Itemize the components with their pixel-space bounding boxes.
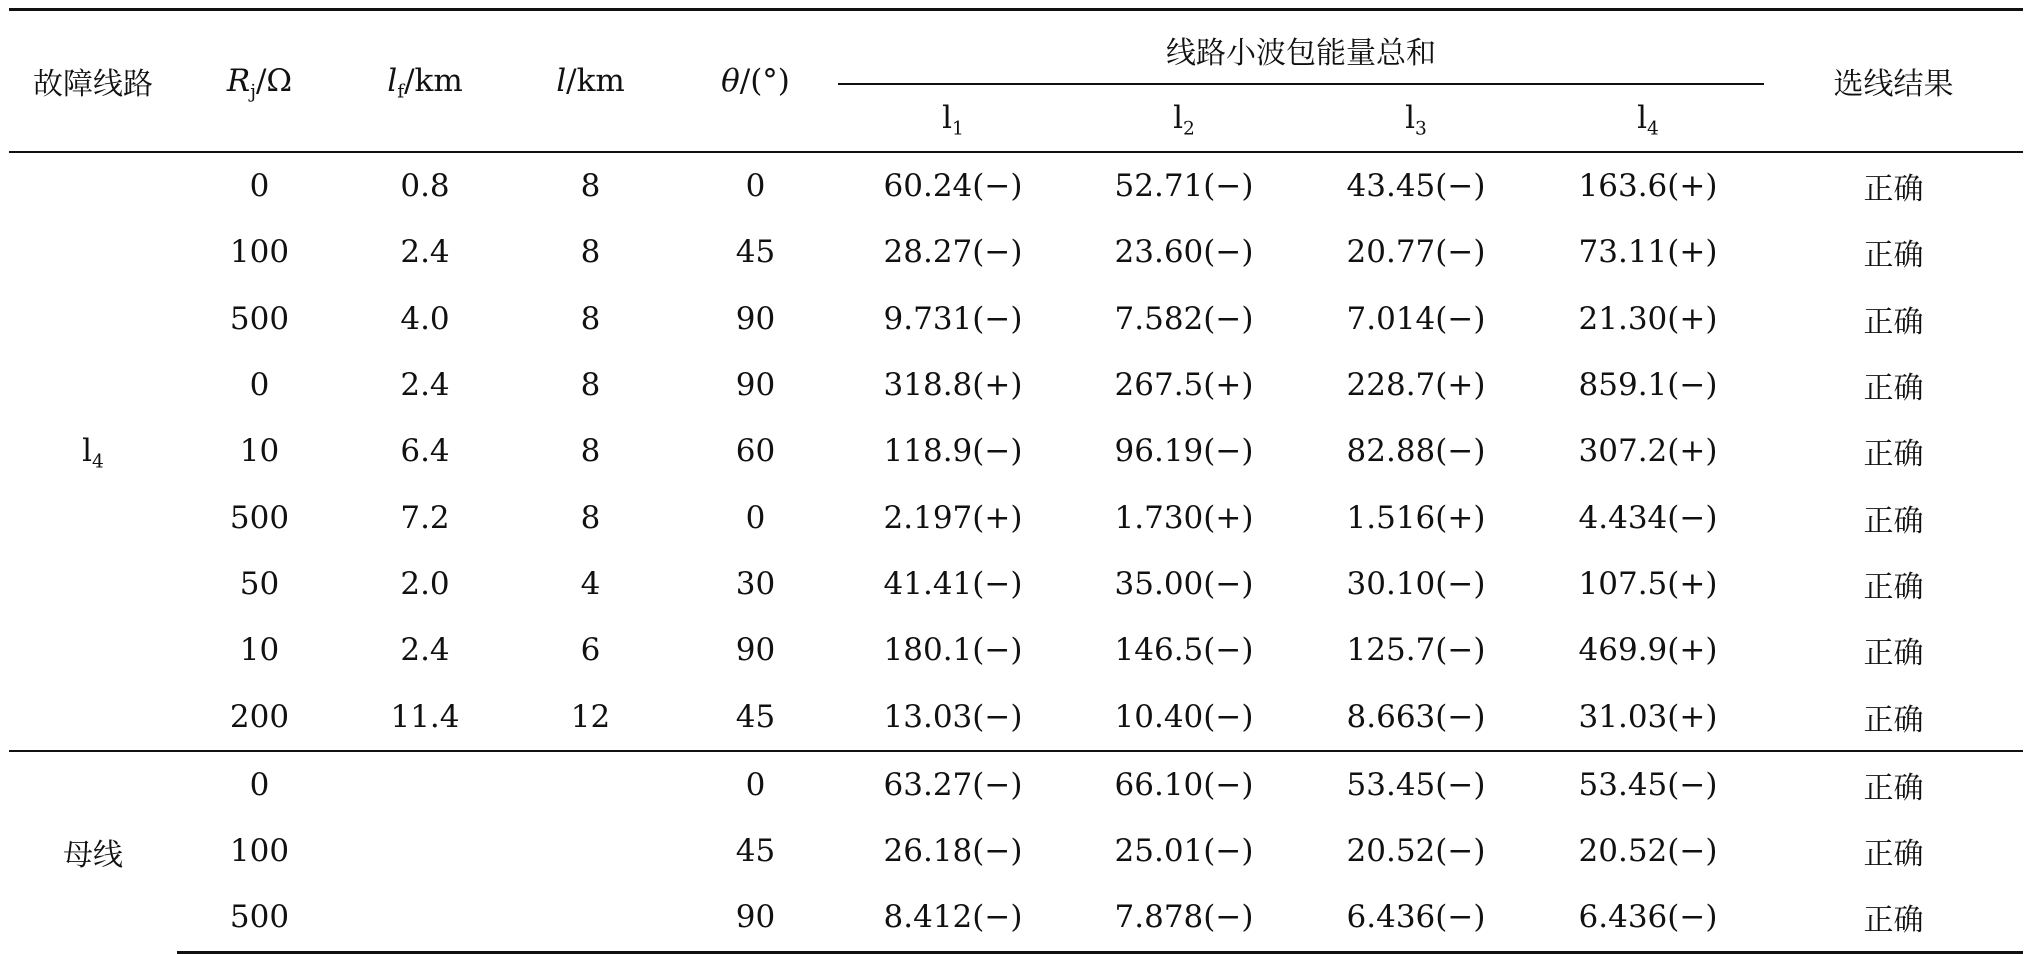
energy-l3-cell: 1.516(+): [1346, 499, 1486, 536]
energy-l1-cell: 13.03(−): [883, 698, 1023, 735]
result-cell: 正确: [1863, 437, 1924, 473]
energy-l2-cell: 1.730(+): [1114, 499, 1254, 536]
result-cell: 正确: [1863, 172, 1924, 208]
result-cell: 正确: [1863, 702, 1924, 738]
table-row: [9, 683, 2023, 750]
energy-l4-cell: 163.6(+): [1578, 168, 1718, 205]
result-cell: 正确: [1863, 371, 1924, 407]
energy-l4-cell: 307.2(+): [1578, 433, 1718, 470]
result-cell: 正确: [1863, 636, 1924, 672]
theta-cell: 45: [735, 698, 776, 735]
energy-l2-cell: 267.5(+): [1114, 367, 1254, 404]
rj-cell: 200: [229, 698, 290, 735]
rj-cell: 0: [249, 367, 270, 404]
rj-cell: 10: [239, 433, 280, 470]
energy-l4-cell: 20.52(−): [1578, 833, 1718, 870]
header-line-4: $l_4$: [1532, 84, 1764, 152]
lf-cell: 0.8: [400, 168, 450, 205]
theta-cell: 45: [735, 833, 776, 870]
rj-cell: 500: [229, 300, 290, 337]
header-theta: θ/(°): [673, 10, 838, 153]
energy-l4-cell: 859.1(−): [1578, 367, 1718, 404]
energy-l2-cell: 25.01(−): [1114, 833, 1254, 870]
l-cell: 8: [580, 234, 601, 271]
energy-l2-cell: 146.5(−): [1114, 632, 1254, 669]
lf-cell: 11.4: [390, 698, 460, 735]
lf-cell: [342, 884, 508, 952]
table-body: [9, 152, 2023, 952]
table-row: [9, 751, 2023, 818]
lf-cell: 6.4: [400, 433, 450, 470]
energy-l4-cell: 469.9(+): [1578, 632, 1718, 669]
theta-cell: 30: [735, 565, 776, 602]
lf-cell: 2.4: [400, 632, 450, 669]
table-row: [9, 152, 2023, 219]
table-row: [9, 551, 2023, 617]
rj-cell: 500: [177, 884, 342, 952]
energy-l1-cell: 118.9(−): [883, 433, 1023, 470]
energy-l3-cell: 43.45(−): [1346, 168, 1486, 205]
header-fault-line: 故障线路: [9, 10, 177, 153]
energy-l4-cell: 4.434(−): [1578, 499, 1718, 536]
header-line-3: $l_3$: [1300, 84, 1532, 152]
energy-l4-cell: 21.30(+): [1578, 300, 1718, 337]
energy-l2-cell: 7.878(−): [1068, 884, 1300, 952]
theta-cell: 45: [735, 234, 776, 271]
table-row: [9, 219, 2023, 285]
energy-l1-cell: 63.27(−): [838, 751, 1068, 818]
fault-line-selection-table: [9, 8, 2023, 954]
energy-l1-cell: 60.24(−): [883, 168, 1023, 205]
fault-line-cell: $l_4$: [82, 433, 104, 473]
lf-cell: 4.0: [400, 300, 450, 337]
result-cell: 正确: [1764, 751, 2023, 818]
energy-l3-cell: 6.436(−): [1300, 884, 1532, 952]
lf-cell: 2.0: [400, 565, 450, 602]
energy-l3-cell: 53.45(−): [1300, 751, 1532, 818]
l-cell: 8: [580, 300, 601, 337]
energy-l1-cell: 180.1(−): [883, 632, 1023, 669]
energy-l1-cell: 28.27(−): [883, 234, 1023, 271]
energy-l3-cell: 8.663(−): [1346, 698, 1486, 735]
header-line-1: $l_1$: [838, 84, 1068, 152]
l-cell: 4: [580, 565, 601, 602]
rj-cell: 10: [239, 632, 280, 669]
l-cell: 8: [580, 499, 601, 536]
l-cell: 8: [580, 367, 601, 404]
energy-l4-cell: 53.45(−): [1532, 751, 1764, 818]
energy-l2-cell: 52.71(−): [1114, 168, 1254, 205]
energy-l1-cell: 8.412(−): [838, 884, 1068, 952]
energy-l2-cell: 23.60(−): [1114, 234, 1254, 271]
table-header: [9, 10, 2023, 153]
table-row: [9, 884, 2023, 952]
theta-cell: 60: [735, 433, 776, 470]
header-l: l/km: [508, 10, 673, 153]
energy-l4-cell: 107.5(+): [1578, 565, 1718, 602]
l-cell: [508, 884, 673, 952]
result-cell: 正确: [1863, 503, 1924, 539]
energy-l2-cell: 35.00(−): [1114, 565, 1254, 602]
result-cell: 正确: [1863, 837, 1924, 873]
lf-cell: 7.2: [400, 499, 450, 536]
fault-line-cell: 母线: [9, 751, 177, 952]
result-cell: 正确: [1764, 884, 2023, 952]
theta-cell: 90: [735, 632, 776, 669]
energy-l1-cell: 2.197(+): [883, 499, 1023, 536]
energy-l3-cell: 30.10(−): [1346, 565, 1486, 602]
theta-cell: 90: [735, 300, 776, 337]
header-result: 选线结果: [1764, 10, 2023, 153]
table-row: [9, 484, 2023, 550]
rj-cell: 0: [249, 168, 270, 205]
energy-l4-cell: 73.11(+): [1578, 234, 1718, 271]
lf-cell: 2.4: [400, 367, 450, 404]
energy-l2-cell: 96.19(−): [1114, 433, 1254, 470]
energy-l2-cell: 66.10(−): [1068, 751, 1300, 818]
header-lf: $l_f/km$: [342, 10, 508, 153]
rj-cell: 50: [239, 565, 280, 602]
l-cell: 12: [570, 698, 611, 735]
theta-cell: 90: [673, 884, 838, 952]
energy-l2-cell: 7.582(−): [1114, 300, 1254, 337]
result-cell: 正确: [1863, 304, 1924, 340]
rj-cell: 0: [177, 751, 342, 818]
energy-l3-cell: 228.7(+): [1346, 367, 1486, 404]
energy-l4-cell: 31.03(+): [1578, 698, 1718, 735]
rj-cell: 500: [229, 499, 290, 536]
l-cell: 8: [580, 433, 601, 470]
lf-cell: [342, 818, 508, 884]
theta-cell: 0: [745, 499, 766, 536]
energy-l1-cell: 41.41(−): [883, 565, 1023, 602]
energy-l3-cell: 20.77(−): [1346, 234, 1486, 271]
header-energy-group: 线路小波包能量总和: [838, 10, 1764, 85]
energy-l1-cell: 9.731(−): [883, 300, 1023, 337]
table-row: [9, 352, 2023, 418]
result-cell: 正确: [1863, 238, 1924, 274]
lf-cell: [342, 751, 508, 818]
energy-l3-cell: 7.014(−): [1346, 300, 1486, 337]
table-row: [9, 286, 2023, 352]
l-cell: [508, 818, 673, 884]
theta-cell: 90: [735, 367, 776, 404]
rj-cell: 100: [229, 833, 290, 870]
lf-cell: 2.4: [400, 234, 450, 271]
l-cell: 8: [580, 168, 601, 205]
energy-l1-cell: 26.18(−): [883, 833, 1023, 870]
table-row: [9, 617, 2023, 683]
energy-l1-cell: 318.8(+): [883, 367, 1023, 404]
table-row: [9, 818, 2023, 884]
energy-l4-cell: 6.436(−): [1532, 884, 1764, 952]
header-line-2: $l_2$: [1068, 84, 1300, 152]
theta-cell: 0: [745, 168, 766, 205]
energy-l2-cell: 10.40(−): [1114, 698, 1254, 735]
l-cell: 6: [580, 632, 601, 669]
result-cell: 正确: [1863, 569, 1924, 605]
header-rj: $R_j/\Omega$: [177, 10, 342, 153]
energy-l3-cell: 125.7(−): [1346, 632, 1486, 669]
energy-l3-cell: 20.52(−): [1346, 833, 1486, 870]
l-cell: [508, 751, 673, 818]
theta-cell: 0: [673, 751, 838, 818]
energy-l3-cell: 82.88(−): [1346, 433, 1486, 470]
rj-cell: 100: [229, 234, 290, 271]
table-row: [9, 418, 2023, 484]
